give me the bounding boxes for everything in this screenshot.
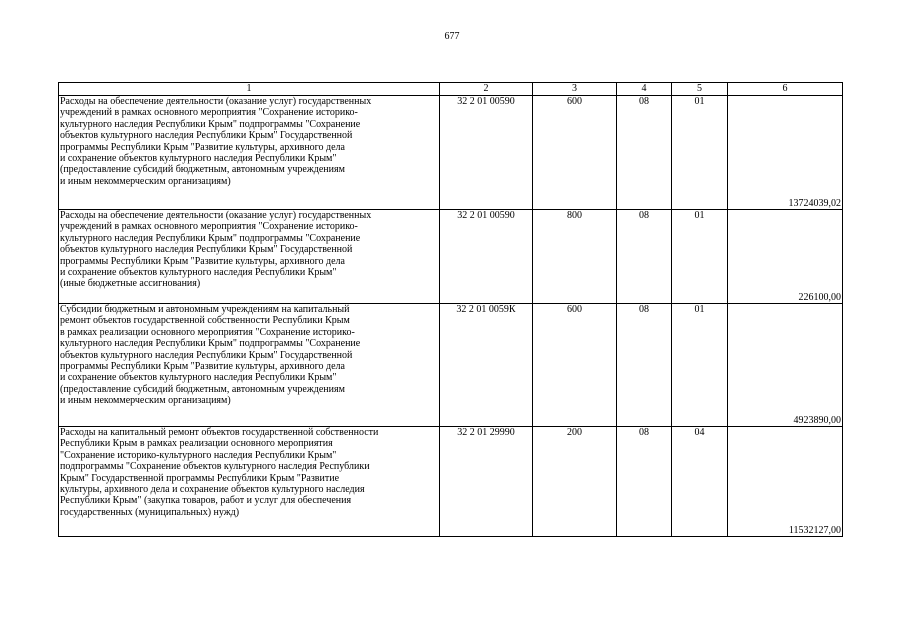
- row-section: 08: [617, 427, 672, 537]
- row-target-code: 32 2 01 29990: [440, 427, 533, 537]
- row-expense-type: 600: [533, 304, 617, 427]
- row-expense-type: 800: [533, 210, 617, 304]
- column-header: 5: [672, 83, 728, 96]
- table-row: [59, 427, 843, 537]
- row-amount: 11532127,00: [728, 427, 843, 537]
- column-header: 2: [440, 83, 533, 96]
- row-description: Расходы на обеспечение деятельности (оказание услуг) государственных учреждений в рамках основного мероприятия "Сохранение историко- культурного наследия Республики Крым" подпрограммы "Сохранение объектов культурного наследия Республики Крым" Государственной программы Республики Крым "Развитие культуры, архивного дела и сохранение объектов культурного наследия Республики Крым" (предоставление субсидий бюджетным, автономным учреждениям и иным некоммерческим организациям): [59, 96, 440, 210]
- row-description: Расходы на обеспечение деятельности (оказание услуг) государственных учреждений в рамках основного мероприятия "Сохранение историко- культурного наследия Республики Крым" подпрограммы "Сохранение объектов культурного наследия Республики Крым" Государственной программы Республики Крым "Развитие культуры, архивного дела и сохранение объектов культурного наследия Республики Крым" (иные бюджетные ассигнования): [59, 210, 440, 304]
- column-header: 3: [533, 83, 617, 96]
- row-subsection: 01: [672, 304, 728, 427]
- row-section: 08: [617, 210, 672, 304]
- row-amount: 226100,00: [728, 210, 843, 304]
- table-row: [59, 210, 843, 304]
- row-expense-type: 600: [533, 96, 617, 210]
- row-target-code: 32 2 01 0059К: [440, 304, 533, 427]
- column-header: 4: [617, 83, 672, 96]
- row-description: Субсидии бюджетным и автономным учреждениям на капитальный ремонт объектов государственной собственности Республики Крым в рамках реализации основного мероприятия "Сохранение историко- культурного наследия Республики Крым" подпрограммы "Сохранение объектов культурного наследия Республики Крым" Государственной программы Республики Крым "Развитие культуры, архивного дела и сохранение объектов культурного наследия Республики Крым" (предоставление субсидий бюджетным, автономным учреждениям и иным некоммерческим организациям): [59, 304, 440, 427]
- table-header-row: [59, 83, 843, 96]
- row-section: 08: [617, 304, 672, 427]
- row-target-code: 32 2 01 00590: [440, 96, 533, 210]
- row-expense-type: 200: [533, 427, 617, 537]
- row-section: 08: [617, 96, 672, 210]
- row-amount: 13724039,02: [728, 96, 843, 210]
- table-row: [59, 304, 843, 427]
- column-header: 6: [728, 83, 843, 96]
- row-subsection: 04: [672, 427, 728, 537]
- column-header: 1: [59, 83, 440, 96]
- row-description: Расходы на капитальный ремонт объектов государственной собственности Республики Крым в рамках реализации основного мероприятия "Сохранение историко-культурного наследия Республики Крым" подпрограммы "Сохранение объектов культурного наследия Республики Крым" Государственной программы Республики Крым "Развитие культуры, архивного дела и сохранение объектов культурного наследия Республики Крым" (закупка товаров, работ и услуг для обеспечения государственных (муниципальных) нужд): [59, 427, 440, 537]
- page-number: 677: [444, 31, 460, 42]
- budget-table: [58, 82, 843, 537]
- row-subsection: 01: [672, 210, 728, 304]
- row-target-code: 32 2 01 00590: [440, 210, 533, 304]
- row-amount: 4923890,00: [728, 304, 843, 427]
- row-subsection: 01: [672, 96, 728, 210]
- table-row: [59, 96, 843, 210]
